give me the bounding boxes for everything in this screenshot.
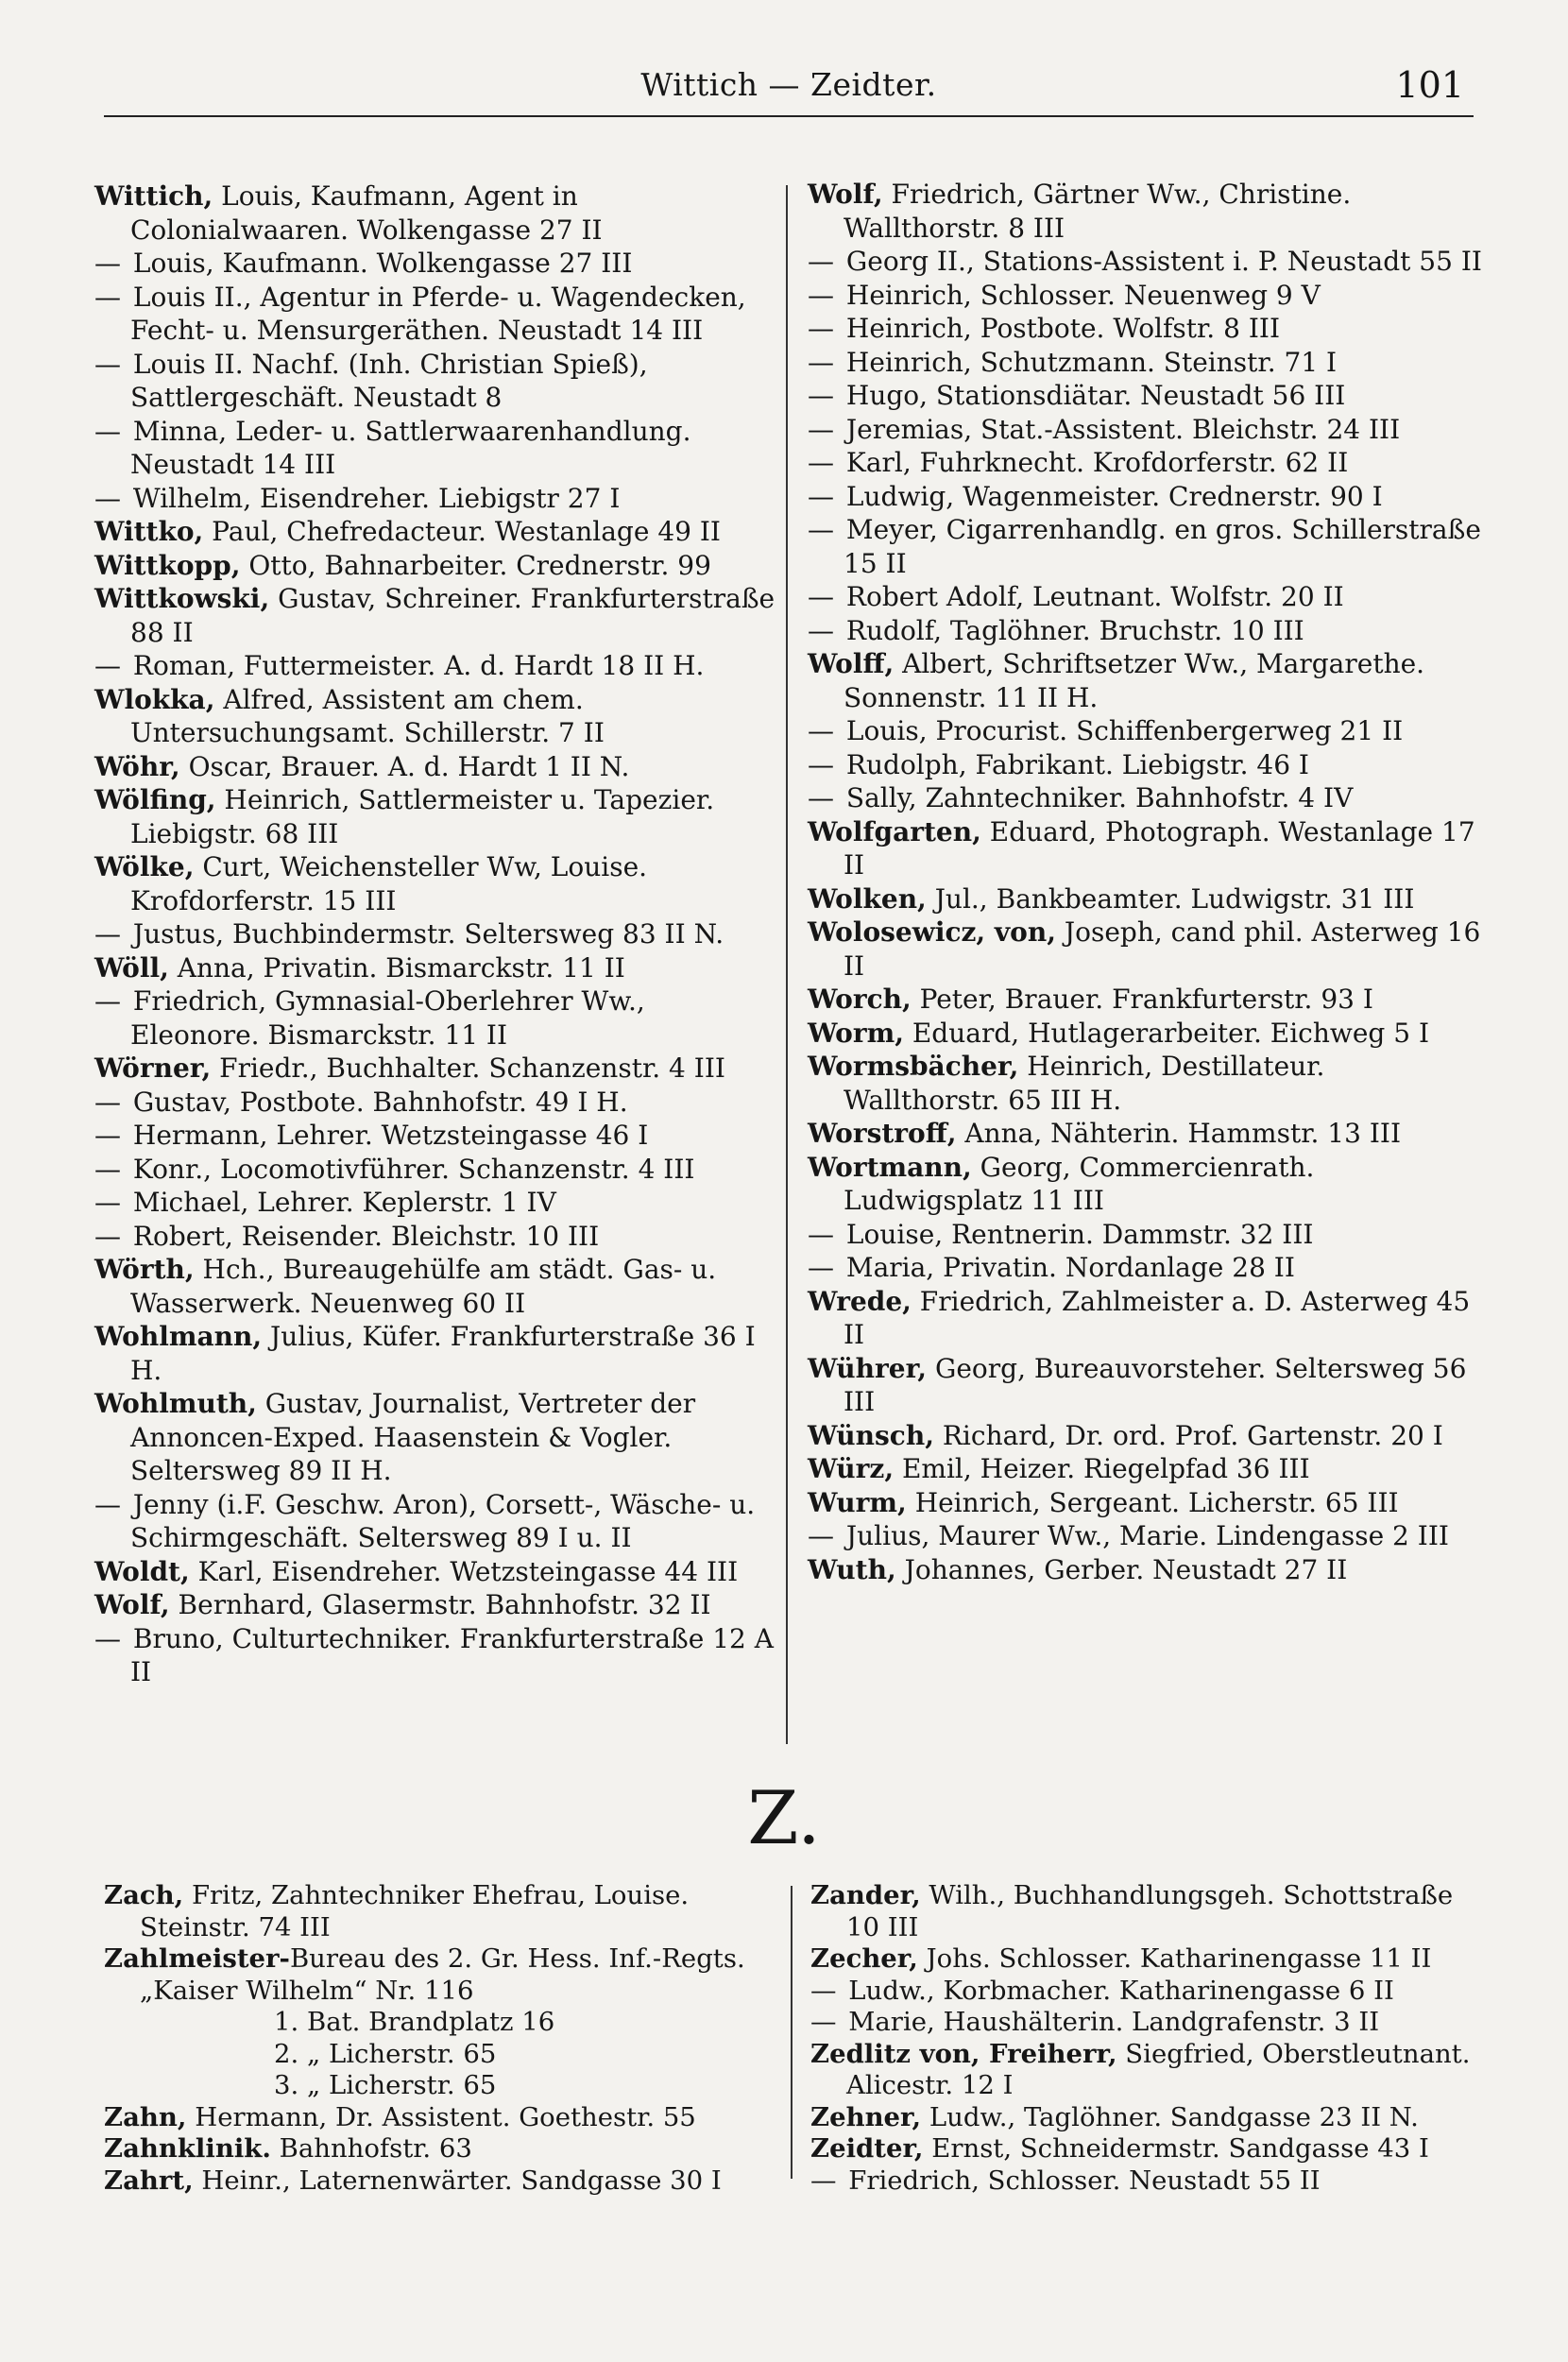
page-header — [104, 59, 1474, 117]
entry-text: Anna, Nähterin. Hammstr. 13 III — [956, 1118, 1402, 1149]
directory-entry — [808, 916, 1483, 983]
entry-text: Jul., Bankbeamter. Ludwigstr. 31 III — [926, 882, 1415, 915]
directory-entry — [94, 850, 779, 917]
directory-entry — [808, 1251, 1483, 1285]
directory-entry — [808, 1151, 1483, 1218]
directory-entry — [808, 1553, 1483, 1587]
column-bottom-right — [810, 1880, 1483, 2197]
entry-text: Richard, Dr. ord. Prof. Gartenstr. 20 I — [933, 1419, 1443, 1451]
entry-surname: Zahlmeister- — [104, 1943, 290, 1974]
directory-entry — [808, 379, 1483, 413]
entry-surname: Zander, — [810, 1880, 921, 1910]
directory-entry — [808, 1017, 1483, 1051]
entry-dash: — — [808, 614, 834, 646]
directory-entry — [808, 1486, 1483, 1520]
running-title: Wittich — Zeidter. — [640, 66, 937, 103]
entry-surname: Wolfgarten, — [808, 815, 981, 847]
directory-entry — [94, 1387, 779, 1488]
entry-text: Heinrich, Sattlermeister u. Tapezier. Liebigstr. 68 III — [130, 784, 715, 849]
entry-text: Wilh., Buchhandlungsgeh. Schottstraße 10 III — [846, 1880, 1454, 1943]
directory-entry — [808, 1117, 1483, 1151]
entry-text: Peter, Brauer. Frankfurterstr. 93 I — [911, 984, 1373, 1015]
entry-text: Oscar, Brauer. A. d. Hardt 1 II N. — [179, 750, 630, 782]
entry-text: Johannes, Gerber. Neustadt 27 II — [895, 1553, 1348, 1585]
directory-entry — [94, 1588, 779, 1622]
directory-entry — [808, 346, 1483, 380]
entry-dash: — — [94, 985, 121, 1017]
entry-surname: Wlokka, — [94, 683, 215, 715]
entry-surname: Wittich, — [94, 180, 213, 212]
directory-entry — [94, 482, 779, 516]
directory-entry — [810, 2102, 1483, 2134]
entry-dash: — — [808, 313, 834, 344]
directory-entry — [94, 415, 779, 482]
entry-text: Hch., Bureaugehülfe am städt. Gas- u. Wasserwerk. Neuenweg 60 II — [130, 1254, 717, 1319]
entry-surname: Wolken, — [808, 882, 927, 915]
directory-entry — [808, 983, 1483, 1017]
entry-surname: Wrede, — [808, 1285, 912, 1317]
entry-dash: — — [808, 480, 834, 512]
entry-text: 1. Bat. Brandplatz 16 — [274, 2007, 555, 2037]
directory-entry — [808, 1218, 1483, 1252]
directory-entry — [808, 614, 1483, 648]
entry-text: Minna, Leder- u. Sattlerwaarenhandlung. Neustadt 14 III — [125, 415, 691, 480]
entry-text: Maria, Privatin. Nordanlage 28 II — [838, 1252, 1295, 1283]
column-divider-top — [786, 185, 788, 1744]
directory-entry — [808, 1352, 1483, 1419]
entry-text: Michael, Lehrer. Keplerstr. 1 IV — [125, 1187, 556, 1218]
entry-text: Paul, Chefredacteur. Westanlage 49 II — [203, 516, 721, 547]
directory-entry — [94, 951, 779, 985]
directory-entry — [810, 1880, 1483, 1943]
entry-text: Heinrich, Postbote. Wolfstr. 8 III — [838, 313, 1281, 344]
column-divider-bottom — [791, 1886, 793, 2179]
entry-text: Gustav, Schreiner. Frankfurterstraße 88 II — [130, 583, 775, 648]
entry-text: Alfred, Assistent am chem. Untersuchungsamt. Schillerstr. 7 II — [130, 683, 605, 748]
entry-text: Rudolf, Taglöhner. Bruchstr. 10 III — [838, 614, 1304, 646]
entry-dash: — — [808, 715, 834, 746]
directory-entry — [104, 2039, 775, 2071]
entry-text: Ludw., Korbmacher. Katharinengasse 6 II — [840, 1975, 1394, 2006]
entry-surname: Zach, — [104, 1880, 184, 1910]
entry-dash: — — [94, 1488, 121, 1520]
entry-text: Georg, Bureauvorsteher. Seltersweg 56 III — [844, 1352, 1467, 1417]
entry-text: Hugo, Stationsdiätar. Neustadt 56 III — [838, 380, 1346, 411]
directory-entry — [104, 2133, 775, 2165]
entry-surname: Wolosewicz, von, — [808, 916, 1056, 948]
directory-entry — [94, 1622, 779, 1689]
directory-entry — [94, 582, 779, 649]
entry-surname: Worm, — [808, 1017, 904, 1049]
entry-text: Rudolph, Fabrikant. Liebigstr. 46 I — [838, 748, 1309, 780]
directory-entry — [94, 348, 779, 415]
directory-entry — [808, 413, 1483, 447]
entry-surname: Wolff, — [808, 648, 895, 679]
directory-entry — [810, 2007, 1483, 2039]
entry-surname: Wittko, — [94, 516, 204, 547]
entry-text: Heinrich, Schlosser. Neuenweg 9 V — [838, 279, 1321, 311]
directory-entry — [94, 1052, 779, 1086]
entry-text: Marie, Haushälterin. Landgrafenstr. 3 II — [840, 2007, 1380, 2037]
entry-text: Ludwig, Wagenmeister. Crednerstr. 90 I — [838, 480, 1383, 512]
directory-entry — [94, 984, 779, 1052]
column-top-right — [808, 178, 1483, 1586]
entry-dash: — — [94, 415, 121, 447]
directory-entry — [808, 1452, 1483, 1486]
entry-dash: — — [808, 1520, 834, 1551]
entry-text: Roman, Futtermeister. A. d. Hardt 18 II H. — [125, 650, 705, 681]
entry-text: Gustav, Postbote. Bahnhofstr. 49 I H. — [125, 1086, 628, 1118]
directory-entry — [808, 279, 1483, 313]
directory-entry — [808, 748, 1483, 782]
directory-entry — [94, 917, 779, 951]
entry-surname: Wünsch, — [808, 1419, 934, 1451]
entry-text: Louis II. Nachf. (Inh. Christian Spieß), Sattlergeschäft. Neustadt 8 — [125, 348, 648, 413]
directory-entry — [810, 1943, 1483, 1976]
entry-text: Konr., Locomotivführer. Schanzenstr. 4 III — [125, 1153, 695, 1185]
entry-surname: Wöhr, — [94, 750, 180, 782]
directory-entry — [808, 1519, 1483, 1553]
directory-entry — [94, 1220, 779, 1254]
directory-entry — [808, 178, 1483, 245]
entry-text: Robert Adolf, Leutnant. Wolfstr. 20 II — [838, 581, 1344, 612]
directory-entry — [104, 1943, 775, 2007]
entry-surname: Wortmann, — [808, 1151, 972, 1183]
entry-text: Julius, Maurer Ww., Marie. Lindengasse 2 III — [838, 1520, 1449, 1551]
directory-entry — [808, 1419, 1483, 1453]
entry-text: Louise, Rentnerin. Dammstr. 32 III — [838, 1218, 1314, 1250]
entry-text: Ludw., Taglöhner. Sandgasse 23 II N. — [921, 2101, 1419, 2132]
entry-text: Eduard, Photograph. Westanlage 17 II — [844, 815, 1475, 881]
directory-entry — [808, 1285, 1483, 1352]
directory-entry — [810, 2039, 1483, 2102]
entry-text: Friedrich, Zahlmeister a. D. Asterweg 45 II — [844, 1285, 1471, 1350]
directory-entry — [808, 714, 1483, 748]
entry-text: Bureau des 2. Gr. Hess. Inf.-Regts. „Kaiser Wilhelm“ Nr. 116 — [140, 1943, 745, 2006]
entry-dash: — — [94, 248, 121, 279]
directory-entry — [94, 683, 779, 750]
directory-entry — [94, 1119, 779, 1153]
entry-surname: Würz, — [808, 1453, 895, 1484]
directory-entry — [810, 1976, 1483, 2008]
entry-surname: Wölfing, — [94, 784, 216, 815]
entry-text: Karl, Eisendreher. Wetzsteingasse 44 III — [189, 1555, 739, 1587]
directory-entry — [94, 1320, 779, 1387]
entry-surname: Zecher, — [810, 1943, 918, 1974]
entry-text: Sally, Zahntechniker. Bahnhofstr. 4 IV — [838, 782, 1354, 813]
entry-surname: Zedlitz von, Freiherr, — [810, 2038, 1117, 2069]
directory-entry — [104, 2165, 775, 2198]
entry-surname: Wittkowski, — [94, 583, 270, 614]
directory-entry — [94, 1555, 779, 1589]
entry-text: Jenny (i.F. Geschw. Aron), Corsett-, Wäsche- u. Schirmgeschäft. Seltersweg 89 I u. II — [125, 1488, 756, 1553]
directory-entry — [808, 312, 1483, 346]
entry-text: Louis II., Agentur in Pferde- u. Wagendecken, Fecht- u. Mensurgeräthen. Neustadt 14 III — [125, 281, 746, 346]
entry-dash: — — [808, 279, 834, 311]
entry-surname: Wohlmann, — [94, 1321, 263, 1352]
entry-surname: Wührer, — [808, 1352, 928, 1384]
entry-text: Georg, Commercienrath. Ludwigsplatz 11 III — [844, 1151, 1315, 1216]
entry-text: Hermann, Dr. Assistent. Goethestr. 55 — [186, 2101, 696, 2132]
entry-dash: — — [94, 918, 121, 950]
entry-surname: Worstroff, — [808, 1118, 957, 1149]
entry-text: Meyer, Cigarrenhandlg. en gros. Schillerstraße 15 II — [838, 514, 1481, 579]
entry-dash: — — [94, 1187, 121, 1218]
entry-surname: Wittkopp, — [94, 549, 241, 581]
entry-text: Bruno, Culturtechniker. Frankfurterstraße 12 A II — [125, 1622, 774, 1687]
entry-surname: Wormsbächer, — [808, 1051, 1019, 1082]
entry-surname: Wurm, — [808, 1486, 907, 1518]
entry-surname: Zeidter, — [810, 2133, 924, 2164]
entry-surname: Zahrt, — [104, 2165, 194, 2196]
entry-dash: — — [808, 581, 834, 612]
directory-entry — [808, 781, 1483, 815]
entry-dash: — — [810, 2007, 837, 2037]
entry-dash: — — [94, 1120, 121, 1151]
entry-text: Anna, Privatin. Bismarckstr. 11 II — [168, 951, 625, 984]
column-bottom-left — [104, 1880, 775, 2197]
entry-surname: Zahnklinik. — [104, 2133, 271, 2164]
directory-entry — [104, 2102, 775, 2134]
entry-text: 2. „ Licherstr. 65 — [274, 2038, 497, 2069]
entry-surname: Wolf, — [94, 1589, 170, 1620]
directory-entry — [808, 815, 1483, 882]
entry-text: Heinrich, Destillateur. Wallthorstr. 65 III H. — [844, 1051, 1325, 1116]
entry-surname: Wölke, — [94, 851, 195, 882]
entry-surname: Wolf, — [808, 179, 883, 210]
directory-entry — [94, 1488, 779, 1555]
directory-entry — [808, 446, 1483, 480]
entry-surname: Zahn, — [104, 2101, 187, 2132]
entry-text: Friedrich, Gärtner Ww., Christine. Wallthorstr. 8 III — [844, 179, 1352, 244]
entry-text: Friedrich, Gymnasial-Oberlehrer Ww., Eleonore. Bismarckstr. 11 II — [125, 985, 645, 1051]
directory-entry — [94, 1086, 779, 1120]
entry-dash: — — [808, 748, 834, 780]
entry-text: Curt, Weichensteller Ww, Louise. Krofdorferstr. 15 III — [130, 851, 648, 916]
entry-dash: — — [808, 514, 834, 545]
entry-surname: Wörth, — [94, 1254, 195, 1285]
entry-dash: — — [808, 346, 834, 378]
entry-text: 3. „ Licherstr. 65 — [274, 2070, 497, 2100]
directory-entry — [808, 580, 1483, 614]
entry-text: Friedrich, Schlosser. Neustadt 55 II — [840, 2165, 1321, 2196]
entry-dash: — — [94, 482, 121, 514]
entry-text: Louis, Kaufmann. Wolkengasse 27 III — [125, 248, 633, 279]
column-top-left — [94, 180, 779, 1689]
entry-text: Emil, Heizer. Riegelpfad 36 III — [894, 1453, 1310, 1484]
entry-dash: — — [808, 380, 834, 411]
entry-dash: — — [94, 348, 121, 380]
entry-surname: Wuth, — [808, 1553, 896, 1585]
entry-text: Heinrich, Schutzmann. Steinstr. 71 I — [838, 346, 1338, 378]
directory-entry — [104, 1880, 775, 1943]
entry-text: Otto, Bahnarbeiter. Crednerstr. 99 — [240, 549, 711, 581]
entry-text: Jeremias, Stat.-Assistent. Bleichstr. 24 III — [838, 413, 1401, 445]
entry-text: Gustav, Journalist, Vertreter der Annoncen-Exped. Haasenstein & Vogler. Seltersweg 89 II H. — [130, 1388, 696, 1486]
entry-text: Heinrich, Sergeant. Licherstr. 65 III — [906, 1486, 1399, 1518]
page-number: 101 — [1395, 64, 1464, 106]
directory-entry — [94, 1186, 779, 1220]
entry-text: Karl, Fuhrknecht. Krofdorferstr. 62 II — [838, 447, 1349, 478]
entry-text: Louis, Procurist. Schiffenbergerweg 21 II — [838, 715, 1404, 746]
entry-text: Julius, Küfer. Frankfurterstraße 36 I H. — [130, 1321, 756, 1386]
directory-entry — [104, 2007, 775, 2039]
entry-text: Johs. Schlosser. Katharinengasse 11 II — [917, 1943, 1432, 1974]
entry-text: Ernst, Schneidermstr. Sandgasse 43 I — [923, 2133, 1429, 2164]
entry-text: Louis, Kaufmann, Agent in Colonialwaaren. Wolkengasse 27 II — [130, 180, 603, 246]
entry-dash: — — [94, 1220, 121, 1252]
directory-entry — [94, 750, 779, 784]
entry-surname: Worch, — [808, 984, 912, 1015]
directory-entry — [808, 513, 1483, 580]
entry-surname: Woldt, — [94, 1555, 190, 1587]
entry-text: Heinr., Laternenwärter. Sandgasse 30 I — [193, 2165, 722, 2196]
directory-entry — [94, 549, 779, 583]
entry-text: Friedr., Buchhalter. Schanzenstr. 4 III — [211, 1053, 725, 1084]
directory-entry — [94, 1153, 779, 1187]
directory-entry — [94, 180, 779, 247]
entry-dash: — — [94, 1086, 121, 1118]
directory-entry — [94, 783, 779, 850]
directory-entry — [808, 882, 1483, 916]
entry-text: Siegfried, Oberstleutnant. Alicestr. 12 I — [846, 2038, 1471, 2100]
entry-text: Wilhelm, Eisendreher. Liebigstr 27 I — [125, 482, 621, 514]
entry-dash: — — [808, 1218, 834, 1250]
entry-dash: — — [808, 1252, 834, 1283]
entry-dash: — — [94, 1622, 121, 1654]
directory-entry — [808, 1050, 1483, 1117]
directory-entry — [808, 647, 1483, 714]
entry-surname: Wohlmuth, — [94, 1388, 257, 1419]
entry-text: Eduard, Hutlagerarbeiter. Eichweg 5 I — [903, 1017, 1430, 1049]
entry-dash: — — [808, 447, 834, 478]
entry-dash: — — [810, 1975, 837, 2006]
entry-dash: — — [808, 246, 834, 277]
entry-dash: — — [808, 782, 834, 813]
entry-text: Bahnhofstr. 63 — [270, 2133, 472, 2164]
entry-dash: — — [94, 650, 121, 681]
entry-text: Robert, Reisender. Bleichstr. 10 III — [125, 1220, 600, 1252]
directory-entry — [94, 281, 779, 348]
entry-dash: — — [94, 1153, 121, 1185]
entry-dash: — — [810, 2165, 837, 2196]
entry-text: Fritz, Zahntechniker Ehefrau, Louise. Steinstr. 74 III — [140, 1880, 690, 1943]
directory-entry — [104, 2070, 775, 2102]
directory-entry — [94, 247, 779, 281]
directory-entry — [94, 649, 779, 683]
entry-text: Hermann, Lehrer. Wetzsteingasse 46 I — [125, 1120, 649, 1151]
entry-dash: — — [94, 281, 121, 313]
entry-text: Joseph, cand phil. Asterweg 16 II — [844, 916, 1481, 982]
entry-text: Georg II., Stations-Assistent i. P. Neustadt 55 II — [838, 246, 1482, 277]
directory-entry — [810, 2133, 1483, 2165]
directory-entry — [810, 2165, 1483, 2198]
entry-dash: — — [808, 413, 834, 445]
entry-text: Justus, Buchbindermstr. Seltersweg 83 II N. — [125, 918, 724, 950]
entry-text: Albert, Schriftsetzer Ww., Margarethe. Sonnenstr. 11 II H. — [844, 648, 1425, 713]
entry-surname: Wöll, — [94, 951, 169, 984]
directory-entry — [94, 515, 779, 549]
directory-entry — [808, 480, 1483, 514]
directory-entry — [94, 1253, 779, 1320]
entry-surname: Wörner, — [94, 1053, 212, 1084]
entry-surname: Zehner, — [810, 2101, 922, 2132]
entry-text: Bernhard, Glasermstr. Bahnhofstr. 32 II — [169, 1589, 711, 1620]
section-letter: Z. — [747, 1776, 821, 1861]
directory-entry — [808, 245, 1483, 279]
